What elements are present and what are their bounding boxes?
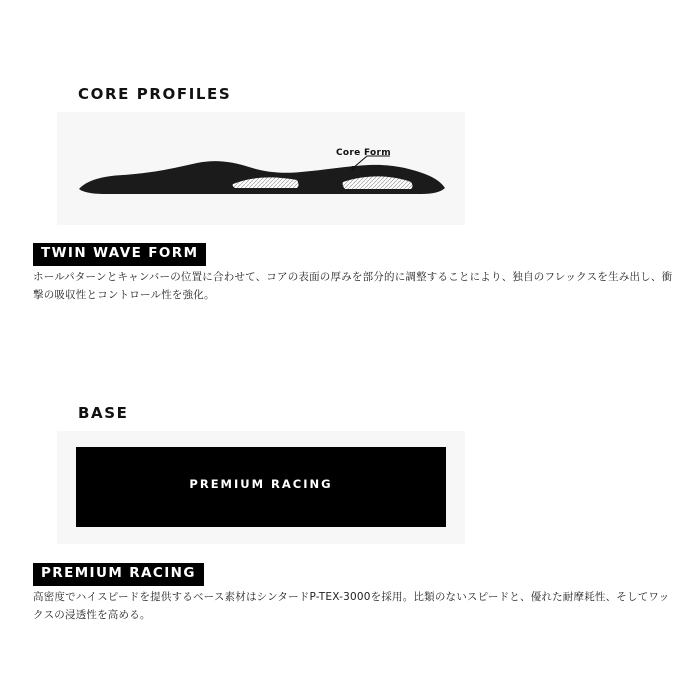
base-black-plate (76, 447, 446, 527)
core-profile-illustration (57, 112, 465, 225)
callout-point (351, 166, 355, 170)
core-profile-svg (57, 112, 465, 225)
callout-label-core-form: Core Form (336, 148, 391, 158)
feature-tag-premium-racing: PREMIUM RACING (33, 563, 204, 586)
section-heading-base: BASE (78, 404, 129, 422)
base-illustration (57, 431, 465, 544)
feature-tag-twin-wave-form: TWIN WAVE FORM (33, 243, 206, 266)
section-heading-core-profiles: CORE PROFILES (78, 85, 232, 103)
base-plate-label: PREMIUM RACING (189, 477, 333, 491)
feature-copy-twin-wave-form: ホールパターンとキャンバーの位置に合わせて、コアの表面の厚みを部分的に調整することにより、独自のフレックスを生み出し、衝撃の吸収性とコントロール性を強化。 (33, 271, 673, 302)
feature-copy-premium-racing: 高密度でハイスピードを提供するベース素材はシンタードP-TEX-3000を採用。比類のないスピードと、優れた耐摩耗性、そしてワックスの浸透性を高める。 (33, 591, 670, 622)
